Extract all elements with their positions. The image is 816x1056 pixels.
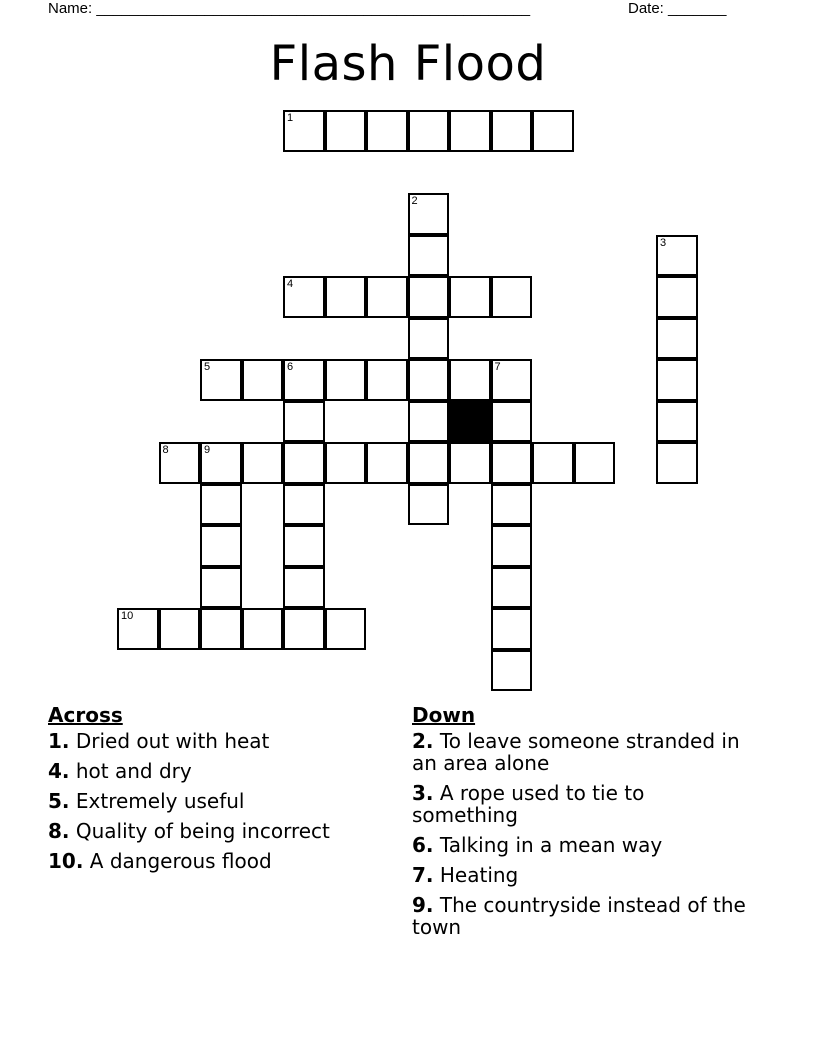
clue-item-number: 5.: [48, 789, 70, 813]
grid-cell[interactable]: [656, 276, 698, 318]
clue-item-number: 3.: [412, 781, 434, 805]
clue-number: 5: [204, 361, 211, 373]
grid-cell[interactable]: [656, 401, 698, 443]
clue-item-number: 2.: [412, 729, 434, 753]
clue-item-text: Dried out with heat: [75, 729, 270, 753]
clue-item: [48, 730, 388, 752]
grid-cell[interactable]: [283, 484, 325, 526]
grid-cell[interactable]: [491, 525, 533, 567]
name-field-label: Name: ____________________________________________________: [48, 0, 531, 17]
clue-item-text: To leave someone stranded in an area alone: [412, 729, 740, 775]
clue-item-text: Quality of being incorrect: [75, 819, 330, 843]
grid-cell[interactable]: [532, 442, 574, 484]
clue-item-number: 9.: [412, 893, 434, 917]
grid-cell[interactable]: [242, 442, 284, 484]
clue-item: [412, 834, 752, 856]
clue-item-text: Talking in a mean way: [439, 833, 663, 857]
grid-cell[interactable]: [656, 318, 698, 360]
grid-cell[interactable]: [325, 359, 367, 401]
grid-cell[interactable]: [283, 567, 325, 609]
grid-cell[interactable]: [408, 193, 450, 235]
grid-cell[interactable]: [200, 442, 242, 484]
grid-cell[interactable]: [408, 442, 450, 484]
grid-cell[interactable]: [283, 442, 325, 484]
clue-number: 3: [660, 236, 667, 249]
grid-cell[interactable]: [366, 442, 408, 484]
grid-cell[interactable]: [366, 359, 408, 401]
grid-cell[interactable]: [200, 608, 242, 650]
grid-cell[interactable]: [283, 359, 325, 401]
grid-cell[interactable]: [408, 110, 450, 152]
clue-number: 6: [287, 361, 294, 373]
clue-number: 1: [287, 112, 294, 124]
date-field-label: Date: _______: [628, 0, 727, 17]
grid-cell[interactable]: [491, 110, 533, 152]
grid-cell[interactable]: [491, 567, 533, 609]
grid-cell[interactable]: [325, 442, 367, 484]
clue-item-number: 7.: [412, 863, 434, 887]
grid-cell[interactable]: [449, 442, 491, 484]
grid-cell[interactable]: [656, 442, 698, 484]
grid-cell[interactable]: [283, 401, 325, 443]
grid-cell[interactable]: [325, 608, 367, 650]
grid-cell[interactable]: [656, 235, 698, 277]
grid-cell[interactable]: [159, 608, 201, 650]
clue-item-text: A rope used to tie to something: [412, 781, 645, 827]
clue-item-number: 6.: [412, 833, 434, 857]
grid-cell[interactable]: [408, 484, 450, 526]
grid-cell[interactable]: [200, 525, 242, 567]
clue-item-number: 4.: [48, 759, 70, 783]
clue-item: [48, 850, 388, 872]
clue-item-number: 8.: [48, 819, 70, 843]
grid-cell[interactable]: [574, 442, 616, 484]
grid-cell[interactable]: [283, 276, 325, 318]
grid-cell[interactable]: [532, 110, 574, 152]
grid-cell[interactable]: [491, 276, 533, 318]
down-heading: Down: [412, 703, 476, 727]
clue-item: [48, 790, 388, 812]
grid-cell[interactable]: [200, 484, 242, 526]
clue-item: [48, 760, 388, 782]
across-clues: [48, 702, 388, 880]
clue-item-number: 10.: [48, 849, 84, 873]
clue-item: [48, 820, 388, 842]
clue-item-text: hot and dry: [75, 759, 192, 783]
grid-cell[interactable]: [491, 401, 533, 443]
grid-cell[interactable]: [408, 318, 450, 360]
grid-cell[interactable]: [449, 110, 491, 152]
clue-item: [412, 730, 752, 774]
clue-item-text: Heating: [439, 863, 519, 887]
grid-cell[interactable]: [491, 608, 533, 650]
page-title: Flash Flood: [269, 36, 547, 92]
grid-cell[interactable]: [491, 650, 533, 692]
grid-cell[interactable]: [242, 359, 284, 401]
clue-item: [412, 894, 752, 938]
grid-cell[interactable]: [408, 235, 450, 277]
black-cell: [449, 401, 491, 443]
grid-cell[interactable]: [325, 110, 367, 152]
clue-number: 2: [411, 195, 418, 207]
down-clues: [412, 702, 752, 946]
grid-cell[interactable]: [117, 608, 159, 650]
grid-cell[interactable]: [325, 276, 367, 318]
grid-cell[interactable]: [366, 110, 408, 152]
clue-number: 9: [204, 444, 211, 456]
clue-item-text: The countryside instead of the town: [412, 893, 746, 939]
grid-cell[interactable]: [491, 359, 533, 401]
grid-cell[interactable]: [449, 359, 491, 401]
grid-cell[interactable]: [283, 608, 325, 650]
clue-item-text: A dangerous flood: [89, 849, 272, 873]
grid-cell[interactable]: [491, 442, 533, 484]
grid-cell[interactable]: [449, 276, 491, 318]
across-heading: Across: [48, 703, 123, 727]
clue-number: 4: [287, 278, 294, 290]
grid-cell[interactable]: [408, 359, 450, 401]
grid-cell[interactable]: [159, 442, 201, 484]
grid-cell[interactable]: [242, 608, 284, 650]
grid-cell[interactable]: [491, 484, 533, 526]
clue-item-number: 1.: [48, 729, 70, 753]
clue-number: 10: [121, 610, 134, 622]
clue-item: [412, 782, 752, 826]
clue-number: 8: [162, 444, 169, 456]
grid-cell[interactable]: [283, 110, 325, 152]
grid-cell[interactable]: [656, 359, 698, 401]
grid-cell[interactable]: [408, 276, 450, 318]
clue-item-text: Extremely useful: [75, 789, 245, 813]
grid-cell[interactable]: [200, 567, 242, 609]
grid-cell[interactable]: [408, 401, 450, 443]
grid-cell[interactable]: [200, 359, 242, 401]
grid-cell[interactable]: [283, 525, 325, 567]
clue-number: 7: [494, 361, 501, 373]
grid-cell[interactable]: [366, 276, 408, 318]
clue-item: [412, 864, 752, 886]
